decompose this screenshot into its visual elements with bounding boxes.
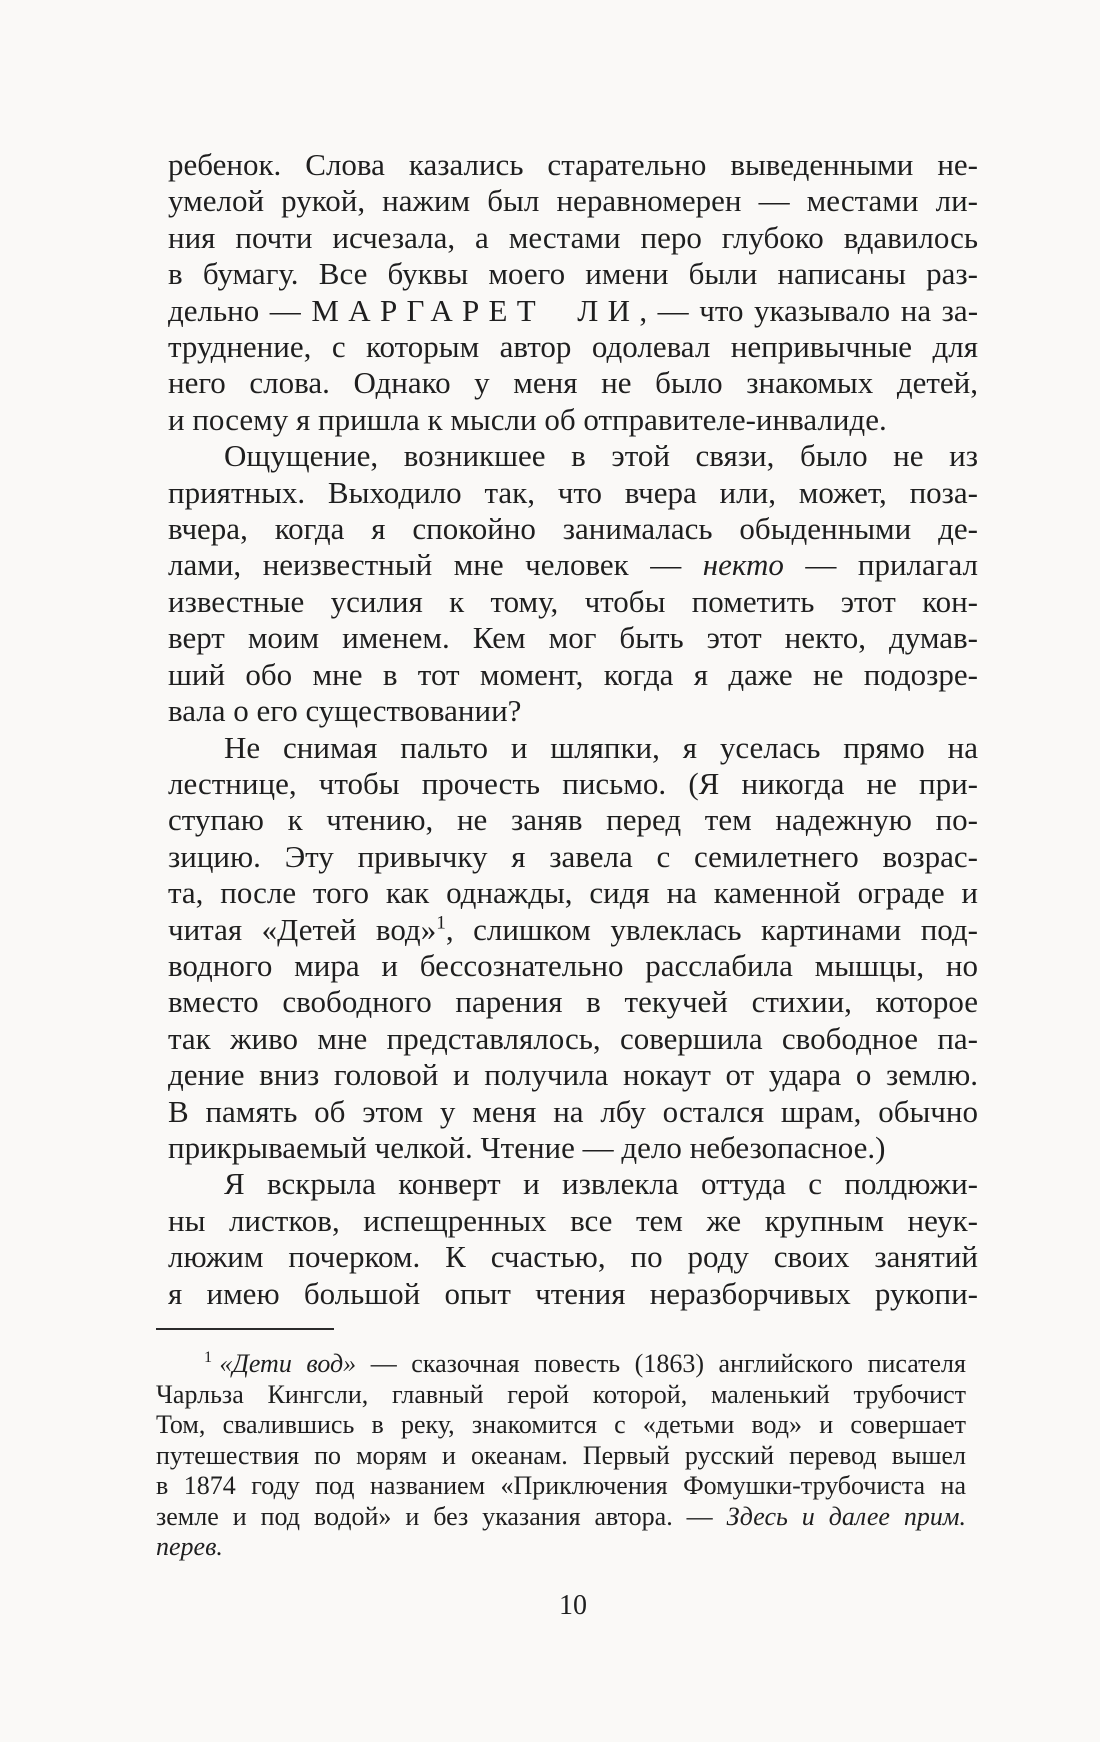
page-body bbox=[168, 147, 978, 1312]
text-line: труднение, с которым автор одолевал непривычные для bbox=[168, 329, 978, 365]
text-segment: — сказочная повесть (1863) английского писателя bbox=[356, 1349, 966, 1378]
text-line: умелой рукой, нажим был неравномерен — местами ли- bbox=[168, 183, 978, 219]
text-segment: дельно — bbox=[168, 292, 312, 328]
paragraph-4 bbox=[168, 1166, 978, 1312]
text-line: в бумагу. Все буквы моего имени были написаны раз- bbox=[168, 256, 978, 292]
text-line: него слова. Однако у меня не было знакомых детей, bbox=[168, 365, 978, 401]
text-line: люжим почерком. К счастью, по роду своих занятий bbox=[168, 1239, 978, 1275]
text-line: известные усилия к тому, чтобы пометить этот кон- bbox=[168, 583, 978, 619]
spaced-name-text: МАРГАРЕТ ЛИ bbox=[311, 292, 640, 328]
text-line: та, после того как однажды, сидя на каменной ограде и bbox=[168, 875, 978, 911]
text-line: ребенок. Слова казались старательно выведенными не- bbox=[168, 147, 978, 182]
text-line: вала о его существовании? bbox=[168, 693, 522, 729]
italic-text: перев. bbox=[156, 1532, 223, 1561]
text-line bbox=[168, 912, 978, 948]
footnote-line: путешествия по морям и океанам. Первый русский перевод вышел bbox=[156, 1440, 966, 1470]
text-segment: земле и под водой» и без указания автора. — bbox=[156, 1501, 727, 1531]
footnote-block bbox=[156, 1328, 966, 1563]
paragraph-2 bbox=[168, 438, 978, 729]
text-line: прикрываемый челкой. Чтение — дело небезопасное.) bbox=[168, 1129, 886, 1165]
text-line: ны листков, испещренных все тем же крупным неук- bbox=[168, 1202, 978, 1238]
italic-text: «Дети вод» bbox=[219, 1349, 357, 1378]
text-segment: лами, неизвестный мне человек — bbox=[168, 547, 703, 583]
text-line: дение вниз головой и получила нокаут от удара о землю. bbox=[168, 1057, 978, 1093]
text-line: Я вскрыла конверт и извлекла оттуда с полдюжи- bbox=[224, 1166, 978, 1202]
text-line: я имею большой опыт чтения неразборчивых рукопи- bbox=[168, 1275, 978, 1311]
paragraph-3 bbox=[168, 730, 978, 1167]
text-line: ший обо мне в тот момент, когда я даже не подозре- bbox=[168, 656, 978, 692]
footnote-line bbox=[156, 1349, 966, 1380]
text-line: верт моим именем. Кем мог быть этот некто, думав- bbox=[168, 620, 978, 656]
text-line: вчера, когда я спокойно занималась обыденными де- bbox=[168, 511, 978, 547]
footnote-line: в 1874 году под названием «Приключения Фомушки-трубочиста на bbox=[156, 1471, 966, 1500]
text-segment: читая «Детей вод» bbox=[168, 911, 437, 947]
footnote-line: Том, свалившись в реку, знакомится с «детьми вод» и совершает bbox=[156, 1410, 966, 1439]
italic-text: Здесь и далее прим. bbox=[726, 1501, 966, 1531]
text-line: водного мира и бессознательно расслабила мышцы, но bbox=[168, 947, 978, 983]
text-line: приятных. Выходило так, что вчера или, может, поза- bbox=[168, 474, 978, 510]
text-line: Ощущение, возникшее в этой связи, было не из bbox=[224, 438, 978, 474]
text-line bbox=[168, 293, 978, 329]
text-line: Не снимая пальто и шляпки, я уселась прямо на bbox=[224, 729, 978, 765]
text-line: лестнице, чтобы прочесть письмо. (Я никогда не при- bbox=[168, 765, 978, 801]
footnote-divider bbox=[156, 1328, 334, 1330]
footnote-number: 1 bbox=[204, 1349, 213, 1367]
footnote-line bbox=[156, 1502, 966, 1533]
text-segment: — прилагал bbox=[783, 547, 979, 583]
italic-text: некто bbox=[702, 547, 784, 583]
footnote-line: Чарльза Кингсли, главный герой которой, маленький трубочист bbox=[156, 1379, 966, 1409]
text-line bbox=[168, 547, 978, 583]
text-line: и посему я пришла к мысли об отправителе-инвалиде. bbox=[168, 401, 887, 437]
page-number: 10 bbox=[559, 1590, 587, 1621]
text-line: ступаю к чтению, не заняв перед тем надежную по- bbox=[168, 802, 978, 838]
text-line: так живо мне представлялось, совершила свободное па- bbox=[168, 1020, 978, 1056]
text-line: вместо свободного парения в текучей стихии, которое bbox=[168, 984, 978, 1020]
text-line: В память об этом у меня на лбу остался шрам, обычно bbox=[168, 1093, 978, 1129]
footnote-reference-mark: 1 bbox=[436, 912, 446, 934]
text-segment: , — что указывало на за- bbox=[639, 292, 979, 328]
footnote-line bbox=[156, 1532, 966, 1563]
paragraph-1 bbox=[168, 147, 978, 438]
text-line: зицию. Эту привычку я завела с семилетнего возрас- bbox=[168, 838, 978, 874]
text-segment: , слишком увлеклась картинами под- bbox=[445, 911, 979, 947]
text-line: ния почти исчезала, а местами перо глубоко вдавилось bbox=[168, 219, 978, 255]
